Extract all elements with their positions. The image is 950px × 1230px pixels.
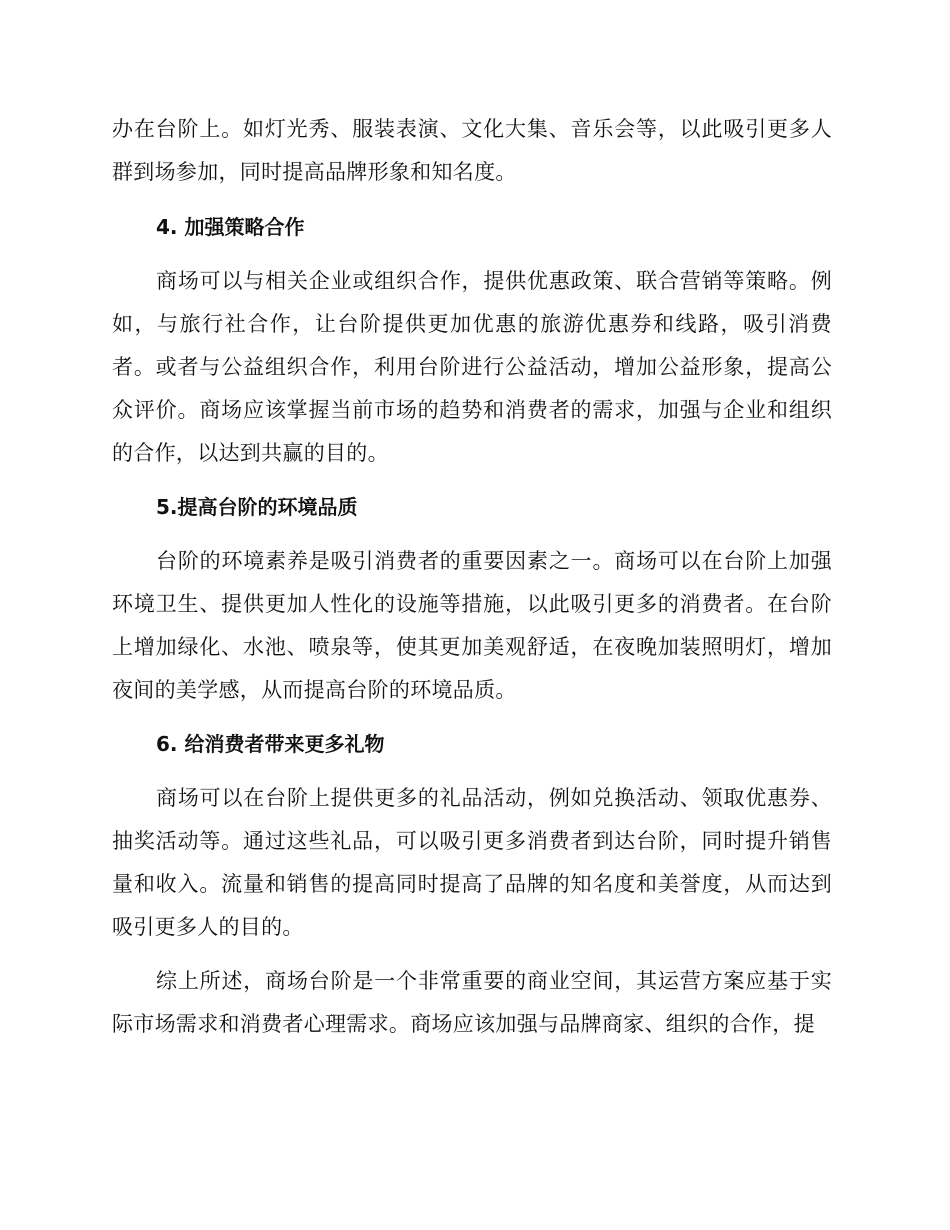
document-body <box>112 108 832 1057</box>
continuation-paragraph: 办在台阶上。如灯光秀、服装表演、文化大集、音乐会等，以此吸引更多人群到场参加，同时提高品牌形象和知名度。 <box>112 117 832 184</box>
section-heading-6: 6. 给消费者带来更多礼物 <box>156 732 385 756</box>
section-paragraph-5: 台阶的环境素养是吸引消费者的重要因素之一。商场可以在台阶上加强环境卫生、提供更加人性化的设施等措施，以此吸引更多的消费者。在台阶上增加绿化、水池、喷泉等，使其更加美观舒适，在夜晚加装照明灯，增加夜间的美学感，从而提高台阶的环境品质。 <box>112 549 832 702</box>
section-heading-4: 4. 加强策略合作 <box>156 215 305 239</box>
section-paragraph-6: 商场可以在台阶上提供更多的礼品活动，例如兑换活动、领取优惠券、抽奖活动等。通过这些礼品，可以吸引更多消费者到达台阶，同时提升销售量和收入。流量和销售的提高同时提高了品牌的知名度和美誉度，从而达到吸引更多人的目的。 <box>112 786 832 939</box>
section-heading-5: 5.提高台阶的环境品质 <box>156 495 358 519</box>
section-paragraph-4: 商场可以与相关企业或组织合作，提供优惠政策、联合营销等策略。例如，与旅行社合作，让台阶提供更加优惠的旅游优惠券和线路，吸引消费者。或者与公益组织合作，利用台阶进行公益活动，增加公益形象，提高公众评价。商场应该掌握当前市场的趋势和消费者的需求，加强与企业和组织的合作，以达到共赢的目的。 <box>112 269 832 465</box>
closing-paragraph: 综上所述，商场台阶是一个非常重要的商业空间，其运营方案应基于实际市场需求和消费者心理需求。商场应该加强与品牌商家、组织的合作，提 <box>112 969 832 1036</box>
